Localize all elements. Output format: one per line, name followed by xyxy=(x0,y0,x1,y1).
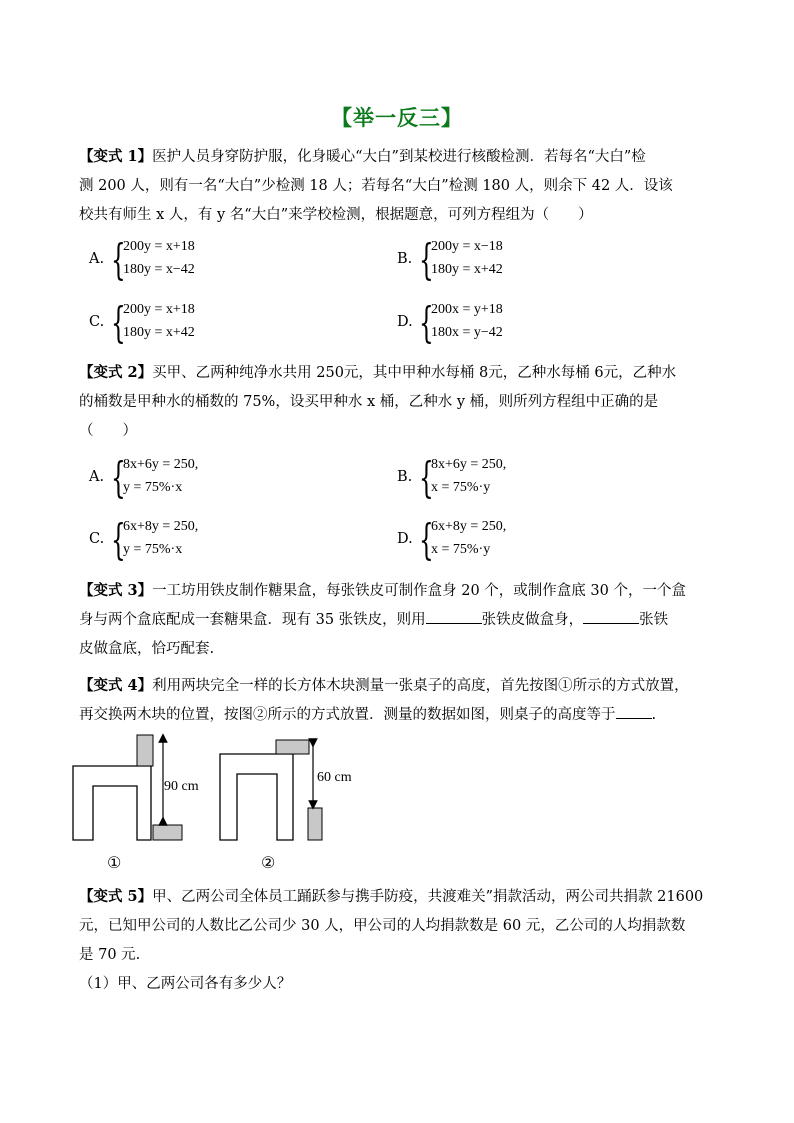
q1-line-2: 测 200 人，则有一名“大白”少检测 18 人；若每名“大白”检测 180 人，则余下 42 人．设该 xyxy=(79,178,673,194)
brace-icon: { xyxy=(419,298,434,347)
q2-line-3: （ ） xyxy=(79,423,137,439)
figure-1 xyxy=(73,735,199,872)
question-1-text xyxy=(79,142,725,230)
q3-label: 【变式 3】 xyxy=(79,582,153,599)
block-top-2 xyxy=(276,740,309,754)
block-bottom-1 xyxy=(153,825,182,840)
brace-icon: { xyxy=(111,515,126,564)
q1-line-3: 校共有师生 x 人，有 y 名“大白”来学校检测，根据题意，可列方程组为（ ） xyxy=(79,207,593,223)
q3-line-3: 皮做盒底，恰巧配套. xyxy=(79,641,215,657)
fig1-caption: ① xyxy=(107,855,122,872)
section-title: 【举一反三】 xyxy=(331,106,463,130)
q5-line-3: 是 70 元. xyxy=(79,947,141,963)
brace-icon: { xyxy=(111,453,126,502)
brace-icon: { xyxy=(419,453,434,502)
brace-icon: { xyxy=(111,298,126,347)
q5-label: 【变式 5】 xyxy=(79,888,153,905)
q2-label: 【变式 2】 xyxy=(79,364,153,381)
table-1-shape xyxy=(73,766,151,840)
question-4-text xyxy=(79,671,725,730)
block-top-1 xyxy=(137,735,153,766)
brace-icon: { xyxy=(419,235,434,284)
table-measurement-figure xyxy=(60,728,380,878)
brace-icon: { xyxy=(419,515,434,564)
q2-line-2: 的桶数是甲种水的桶数的 75%，设买甲种水 x 桶，乙种水 y 桶，则所列方程组中正确的是 xyxy=(79,394,659,410)
q5-sub-question-1: （1）甲、乙两公司各有多少人？ xyxy=(79,976,292,992)
q4-label: 【变式 4】 xyxy=(79,677,153,694)
answer-blank-3[interactable] xyxy=(616,718,652,719)
q5-line-1: 【变式 5】甲、乙两公司全体员工踊跃参与携手防疫，共渡难关”捐款活动，两公司共捐款 21600 xyxy=(79,888,704,905)
q4-line-2: 再交换两木块的位置，按图②所示的方式放置．测量的数据如图，则桌子的高度等于 . xyxy=(79,707,657,723)
block-bottom-2 xyxy=(308,808,322,840)
q3-line-2: 身与两个盒底配成一套糖果盒．现有 35 张铁皮，则用 张铁皮做盒身， 张铁 xyxy=(79,612,669,628)
question-2-text xyxy=(79,358,725,446)
fig2-measure-label: 60 cm xyxy=(317,770,352,785)
table-2-shape xyxy=(220,754,293,840)
figure-2 xyxy=(220,740,352,872)
fig1-measure-label: 90 cm xyxy=(164,779,199,794)
answer-blank-2[interactable] xyxy=(583,623,639,624)
q1-label: 【变式 1】 xyxy=(79,148,153,165)
q4-line-1: 【变式 4】利用两块完全一样的长方体木块测量一张桌子的高度，首先按图①所示的方式放置， xyxy=(79,677,689,694)
worksheet-page: 【举一反三】 【变式 1】医护人员身穿防护服，化身暖心“大白”到某校进行核酸检测．若每名“大白”检 测 200 人，则有一名“大白”少检测 18 人；若每名“大白”检测 180 人，则余下 42 人．设该 校共有师生 x 人，有 y 名“大白”来学校检测，根据题意，可列方程组为（ ） A. { 200y = x+18 180y = x−42 B. { 200y = x−18 180y = x+42 C. { 200y = x+18 180y = x+42 D. { 200x = y+18 180x = y−42 【变式 2】买甲、乙两种纯净水共用 250元，其中甲种水每桶 8元，乙种水每桶 6元，乙种水 的桶数是甲种水的桶数的 75%，设买甲种水 x 桶，乙种水 y 桶，则所列方程组中正确的是 （ ） A. { 8x+6y = 250, y = 75%·x B. { 8x+6y = 250, x = 75%·y C. { 6x+8y = 250, y = 75%·x D. { 6x+8y = 250, x = 75%·y 【变式 3】一工坊用铁皮制作糖果盒，每张铁皮可制作盒身 20 个，或制作盒底 30 个，一个盒 身与两个盒底配成一套糖果盒．现有 35 张铁皮，则用 张铁皮做盒身， 张铁 皮做盒底，恰巧配套. 【变式 4】利用两块完全一样的长方体木块测量一张桌子的高度，首先按图①所示的方式放置， 再交换两木块的位置，按图②所示的方式放置．测量的数据如图，则桌子的高度等于 . 90 cm ① 60 cm ② 【变式 5】甲、乙两公司全体员工踊跃参与携手防疫，共渡难关”捐款活动，两公司共捐款 21600 元，已知甲公司的人数比乙公司少 30 人，甲公司的人均捐款数是 60 元，乙公司的人均捐款数 是 70 元. （1）甲、乙两公司各有多少人？ xyxy=(0,0,794,1123)
q1-line-1: 【变式 1】医护人员身穿防护服，化身暖心“大白”到某校进行核酸检测．若每名“大白”检 xyxy=(79,148,646,165)
question-3-text xyxy=(79,576,725,664)
q5-line-2: 元，已知甲公司的人数比乙公司少 30 人，甲公司的人均捐款数是 60 元，乙公司的人均捐款数 xyxy=(79,918,686,934)
brace-icon: { xyxy=(111,235,126,284)
fig2-caption: ② xyxy=(261,855,276,872)
answer-blank-1[interactable] xyxy=(426,623,482,624)
q2-line-1: 【变式 2】买甲、乙两种纯净水共用 250元，其中甲种水每桶 8元，乙种水每桶 6元，乙种水 xyxy=(79,364,677,381)
question-5-text xyxy=(79,882,725,999)
q3-line-1: 【变式 3】一工坊用铁皮制作糖果盒，每张铁皮可制作盒身 20 个，或制作盒底 30 个，一个盒 xyxy=(79,582,686,599)
